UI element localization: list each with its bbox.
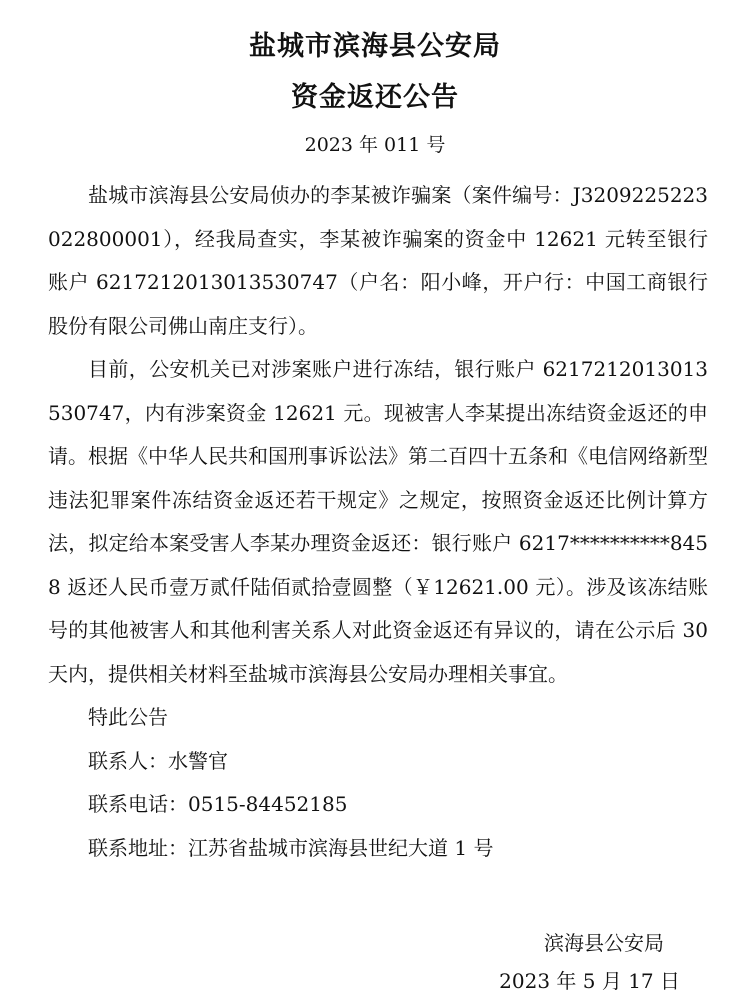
contact-phone: 联系电话：0515-84452185 [88, 792, 348, 816]
document-number: 2023 年 011 号 [304, 134, 446, 156]
contact-person: 联系人：水警官 [88, 748, 228, 773]
paragraph-refund-details: 目前，公安机关已对涉案账户进行冻结，银行账户 6217212013013530747，内有涉案资金 12621 元。现被害人李某提出冻结资金返还的申请。根据《中华人民共和国刑事诉讼法》第二百四十五条和《电信网络新型违法犯罪案件冻结资金返还若干规定》之规定，按照资金返还比例计算方法，拟定给本案受害人李某办理资金返还：银行账户 6217**********8458 返还人民币壹万贰仟陆佰贰拾壹圆整（￥12621.00 元）。涉及该冻结账号的其他被害人和其他利害关系人对此资金返还有异议的，请在公示后 30 天内，提供相关材料至盐城市滨海县公安局办理相关事宜。 [48, 357, 708, 686]
announcement-body [48, 174, 708, 870]
issuer-title: 盐城市滨海县公安局 [249, 31, 501, 62]
closing-statement: 特此公告 [88, 705, 168, 729]
signature-organization: 滨海县公安局 [544, 931, 664, 955]
document-title: 资金返还公告 [291, 82, 459, 113]
signature-date: 2023 年 5 月 17 日 [499, 969, 680, 993]
paragraph-case-summary: 盐城市滨海县公安局侦办的李某被诈骗案（案件编号：J3209225223022800001），经我局查实，李某被诈骗案的资金中 12621 元转至银行账户 6217212013013530747（户名：阳小峰，开户行：中国工商银行股份有限公司佛山南庄支行）。 [48, 183, 708, 338]
contact-address: 联系地址：江苏省盐城市滨海县世纪大道 1 号 [88, 835, 494, 860]
